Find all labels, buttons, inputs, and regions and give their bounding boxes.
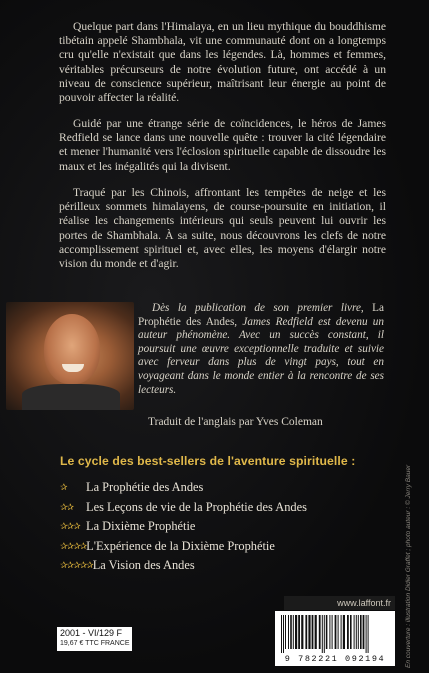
barcode-bar [350,615,352,649]
barcode-bar [324,615,325,653]
barcode-bar [329,615,330,649]
price-code: 2001 - VI/129 F [60,628,123,638]
barcode-bar [285,615,286,649]
isbn-barcode [275,611,395,666]
barcode-bar [290,615,292,649]
series-book-list [60,478,400,576]
star-icon: ✰✰ [60,501,74,512]
barcode-bar [366,615,367,653]
barcode-bar [326,615,328,649]
cover-credits: En couverture : illustration Didier Graffet ; photo auteur : © Jerry Bauer [405,464,412,668]
series-heading: Le cycle des best-sellers de l'aventure spirituelle : [60,454,356,468]
series-book-4 [60,537,400,557]
barcode-bar [343,615,345,649]
barcode-bar [319,615,321,649]
barcode-bar [298,615,300,649]
barcode-bar [356,615,357,649]
barcode-bar [358,615,359,649]
star-icon: ✰✰✰ [60,521,80,532]
barcode-bar [283,615,284,653]
barcode-bar [305,615,307,649]
barcode-bar [338,615,339,649]
author-bio [138,302,384,397]
series-book-title: La Prophétie des Andes [86,480,204,495]
author-bio-part-2: James Redfield est devenu un auteur phénomène. Avec un succès constant, il poursuit une œuvre exceptionnelle traduite et suivie avec ferveur dans plus de vingt pays, tout en voyageant dans le monde entier à la rencontre de ses lecteurs. [138,315,384,396]
barcode-bar [288,615,289,649]
blurb-paragraph-1: Quelque part dans l'Himalaya, en un lieu mythique du bouddhisme tibétain appelé Shambhala, vit une communauté dont on a longtemps cru qu'elle n'existait que dans les légendes. Là, hommes et femmes, véritables précurseurs de notre évolution future, ont accédé à un niveau de conscience supérieur, maîtrisant leur énergie au point de pouvoir affecter la réalité. [59,20,386,105]
series-book-title: Les Leçons de vie de la Prophétie des Andes [86,499,307,514]
barcode-bar [301,615,303,649]
star-icon: ✰✰✰✰ [60,540,87,551]
barcode-bar [347,615,349,649]
blurb-paragraph-3: Traqué par les Chinois, affrontant les tempêtes de neige et les périlleux sommets himalayens, de course-poursuite en initiation, il réalise les changements intérieurs qui seuls peuvent lui ouvrir les portes de Shambhala. À sa suite, nous découvrons les clefs de notre accomplissement spirituel et, avec elles, les moyens d'élargir notre vision du monde et d'agir. [59,186,386,271]
barcode-bar [295,615,297,649]
barcode-bar [332,615,333,649]
barcode-bar [315,615,317,649]
author-photo-face [44,314,100,384]
series-book-title: La Vision des Andes [92,558,195,573]
translator-credit: Traduit de l'anglais par Yves Coleman [148,416,323,428]
barcode-bar [293,615,294,649]
series-book-title: L'Expérience de la Dixième Prophétie [86,538,275,553]
barcode-bar [368,615,369,653]
barcode-bar [363,615,365,649]
barcode-bars [279,615,391,653]
series-book-5 [60,556,400,576]
series-book-1 [60,478,400,498]
barcode-bar [312,615,314,649]
barcode-bar [308,615,310,649]
barcode-bar [335,615,337,649]
price-amount: 19,67 € TTC FRANCE [60,640,130,647]
blurb-paragraph-2: Guidé par une étrange série de coïncidences, le héros de James Redfield se lance dans une nouvelle quête : trouver la cité légendaire et mener l'humanité vers l'éclosion spirituelle capable de dissoudre les maux et les inégalités qui la divisent. [59,117,386,173]
publisher-website: www.laffont.fr [284,596,395,610]
barcode-bar [322,615,323,653]
barcode-bar [341,615,342,649]
author-bio-part-1: Dès la publication de son premier livre, [152,302,364,314]
author-photo-shirt [22,384,120,410]
barcode-bar [281,615,282,653]
series-book-3 [60,517,400,537]
author-photo [6,302,134,410]
barcode-bar [360,615,362,649]
barcode-digits: 9 782221 092194 [284,654,386,664]
star-icon: ✰ [60,482,67,493]
series-book-title: La Dixième Prophétie [86,519,196,534]
price-sticker [57,627,132,651]
series-book-2 [60,498,400,518]
author-bio-book-title: La Prophétie des Andes, [138,302,384,328]
barcode-bar [354,615,355,649]
star-icon: ✰✰✰✰✰ [60,560,93,571]
